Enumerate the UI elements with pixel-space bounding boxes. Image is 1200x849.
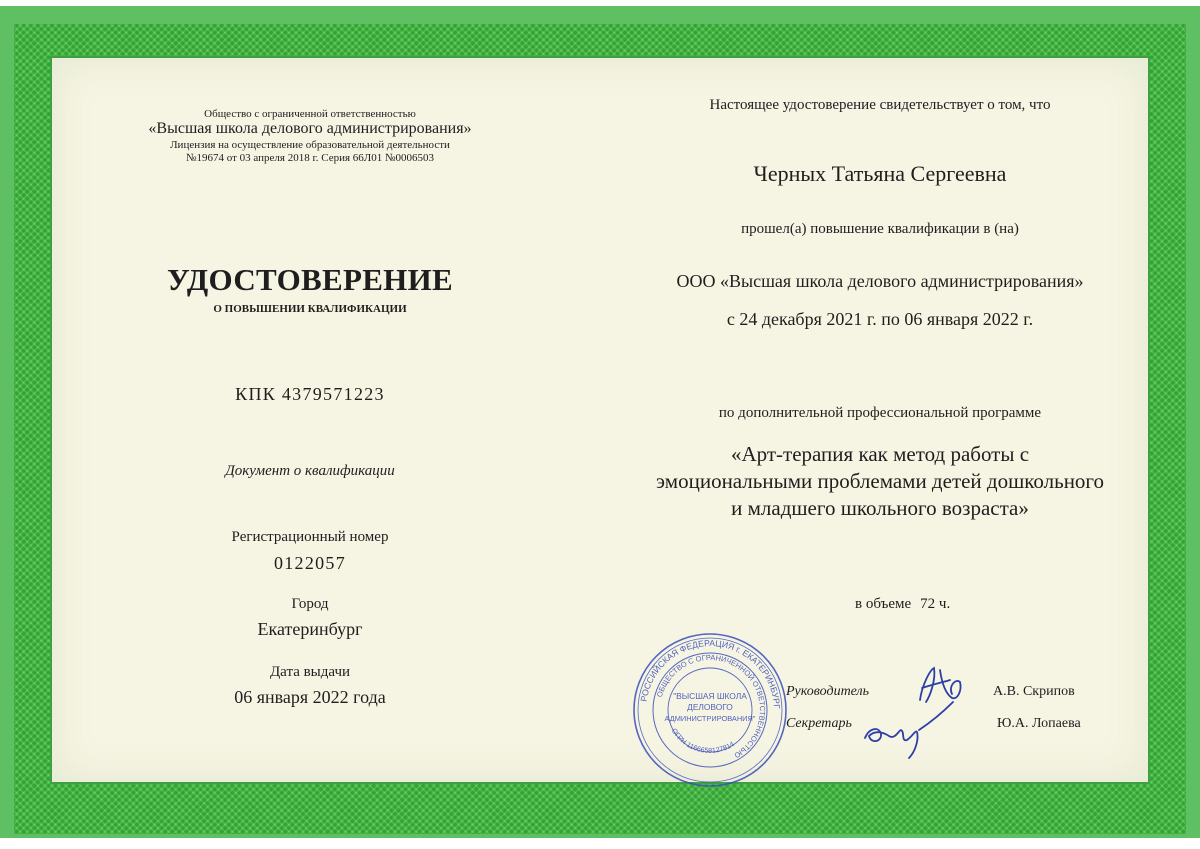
institution-name: ООО «Высшая школа делового администрирования» (676, 271, 1084, 291)
completed-text: прошел(а) повышение квалификации в (на) (741, 221, 1019, 237)
secretary-role: Секретарь (786, 716, 852, 731)
org-stamp (630, 630, 790, 790)
program-title (580, 441, 1180, 522)
registration-label: Регистрационный номер (231, 529, 389, 545)
holder-name: Черных Татьяна Сергеевна (753, 161, 1007, 186)
license-line-1: Лицензия на осуществление образовательной деятельности (170, 139, 450, 151)
training-period: с 24 декабря 2021 г. по 06 января 2022 г. (726, 309, 1034, 329)
program-title-line: эмоциональными проблемами детей дошкольного (655, 469, 1105, 493)
volume-label: в объеме (855, 596, 912, 612)
document-title: УДОСТОВЕРЕНИЕ (167, 262, 453, 297)
program-title-line: «Арт-терапия как метод работы с (730, 442, 1030, 466)
volume-value: 72 ч. (920, 596, 951, 612)
secretary-signature (855, 700, 965, 760)
program-title-line: и младшего школьного возраста» (731, 496, 1029, 520)
stamp-center-line: АДМИНИСТРИРОВАНИЯ" (664, 714, 756, 723)
program-caption: по дополнительной профессиональной программе (718, 405, 1042, 421)
head-name: А.В. Скрипов (993, 684, 1075, 699)
stamp-center-line: ДЕЛОВОГО (687, 702, 733, 712)
license-line-2: №19674 от 03 апреля 2018 г. Серия 66Л01 №0006503 (186, 152, 434, 164)
issue-date-label: Дата выдачи (269, 664, 351, 680)
issue-date-value: 06 января 2022 года (234, 687, 386, 707)
program-volume (855, 596, 950, 613)
document-type: Документ о квалификации (225, 463, 395, 479)
head-role: Руководитель (786, 684, 870, 699)
registration-number: 0122057 (273, 553, 347, 573)
intro-text: Настоящее удостоверение свидетельствует о том, что (709, 97, 1051, 113)
stamp-ogrn: ОГРН 1166658127814 (669, 726, 736, 755)
org-legal-form: Общество с ограниченной ответственностью (204, 108, 416, 120)
stamp-inner-text: ОБЩЕСТВО С ОГРАНИЧЕННОЙ ОТВЕТСТВЕННОСТЬЮ (654, 652, 768, 761)
document-number: КПК 4379571223 (235, 384, 385, 404)
document-subtitle: О ПОВЫШЕНИИ КВАЛИФИКАЦИИ (213, 303, 407, 315)
org-name: «Высшая школа делового администрирования» (148, 120, 472, 137)
stamp-outer-text: РОССИЙСКАЯ ФЕДЕРАЦИЯ г. ЕКАТЕРИНБУРГ (638, 637, 783, 710)
secretary-name: Ю.А. Лопаева (997, 716, 1081, 731)
stamp-center-line: "ВЫСШАЯ ШКОЛА (673, 691, 747, 701)
city-value: Екатеринбург (257, 619, 363, 639)
city-label: Город (291, 596, 329, 612)
